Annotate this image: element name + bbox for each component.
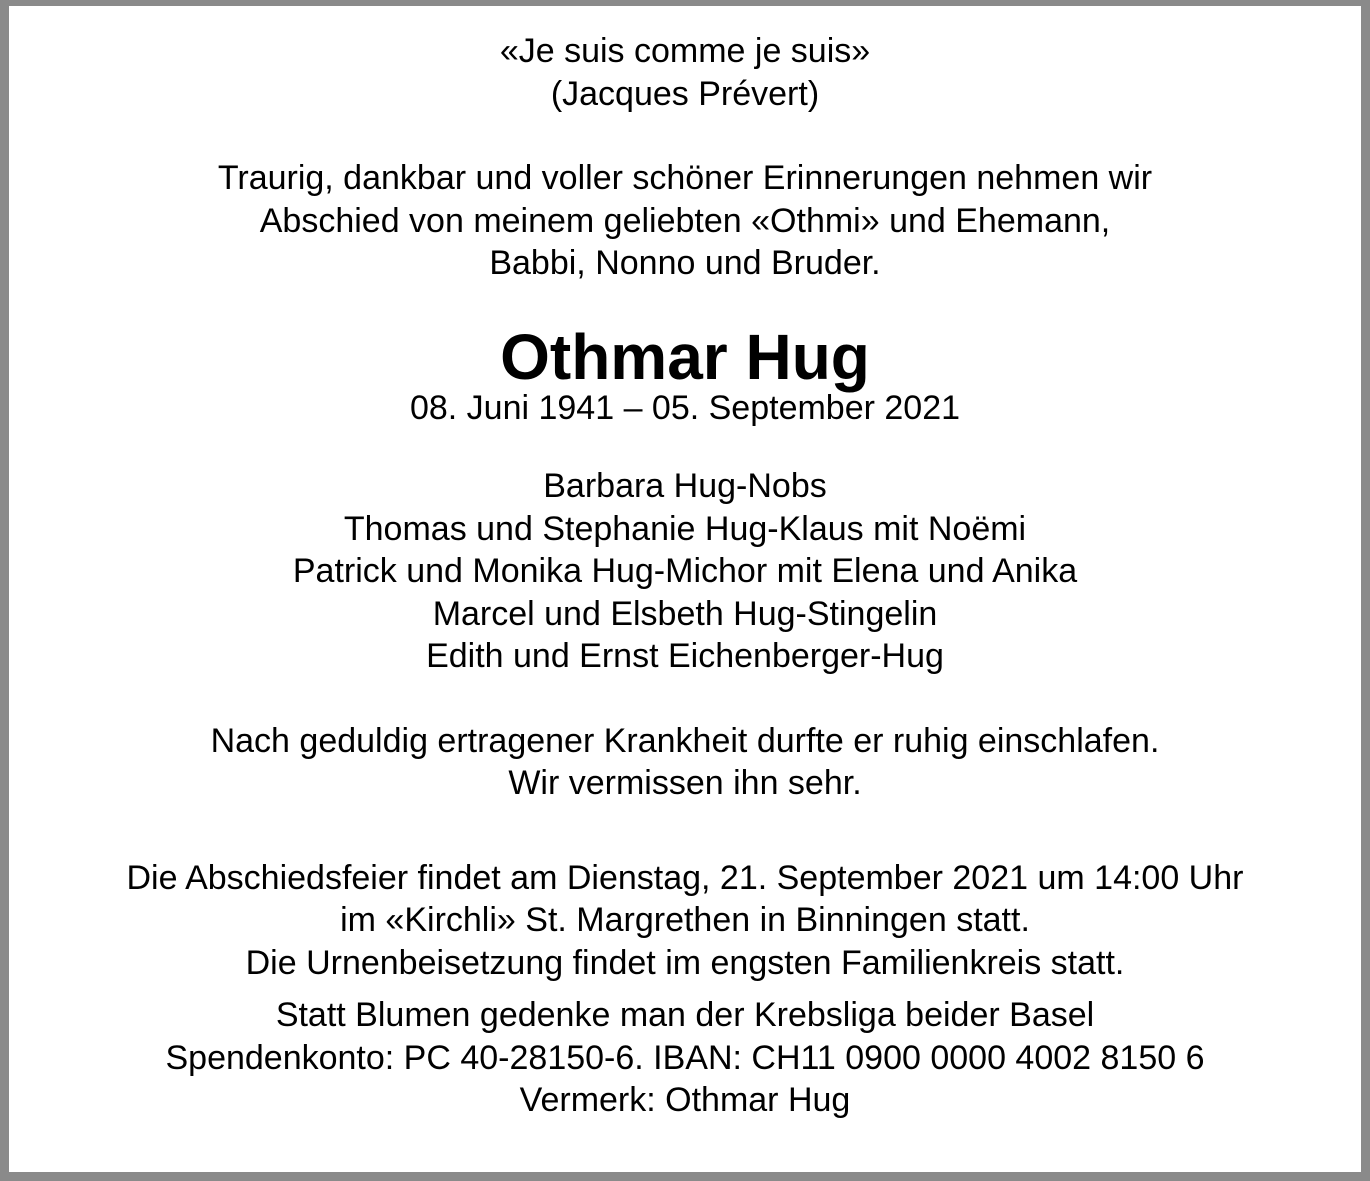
mourner-line: Marcel und Elsbeth Hug-Stingelin	[432, 594, 938, 633]
mourner-line: Patrick und Monika Hug-Michor mit Elena und Anika	[292, 552, 1078, 590]
intro-line: Abschied von meinem geliebten «Othmi» und Ehemann,	[259, 201, 1111, 240]
donation-line: Spendenkonto: PC 40-28150-6. IBAN: CH11 0900 0000 4002 8150 6	[165, 1038, 1205, 1077]
mourner-line: Edith und Ernst Eichenberger-Hug	[426, 637, 944, 675]
message-line: Nach geduldig ertragener Krankheit durfte er ruhig einschlafen.	[210, 721, 1160, 760]
intro-line: Babbi, Nonno und Bruder.	[489, 244, 881, 282]
quote-author: (Jacques Prévert)	[550, 74, 820, 113]
mourner-line: Thomas und Stephanie Hug-Klaus mit Noëmi	[343, 509, 1027, 548]
obituary-notice	[9, 30, 1361, 1122]
mourner-line: Barbara Hug-Nobs	[543, 467, 827, 505]
quote-text: «Je suis comme je suis»	[499, 32, 871, 70]
donation-line: Statt Blumen gedenke man der Krebsliga beider Basel	[275, 996, 1095, 1034]
message-line: Wir vermissen ihn sehr.	[508, 764, 862, 802]
ceremony-line: im «Kirchli» St. Margrethen in Binningen statt.	[340, 901, 1030, 939]
deceased-name: Othmar Hug	[500, 320, 870, 393]
donation-line: Vermerk: Othmar Hug	[519, 1081, 851, 1119]
intro-line: Traurig, dankbar und voller schöner Erinnerungen nehmen wir	[217, 159, 1153, 197]
ceremony-line: Die Urnenbeisetzung findet im engsten Familienkreis statt.	[245, 943, 1125, 982]
ceremony-line: Die Abschiedsfeier findet am Dienstag, 21. September 2021 um 14:00 Uhr	[126, 858, 1244, 897]
life-dates: 08. Juni 1941 – 05. September 2021	[409, 388, 961, 427]
